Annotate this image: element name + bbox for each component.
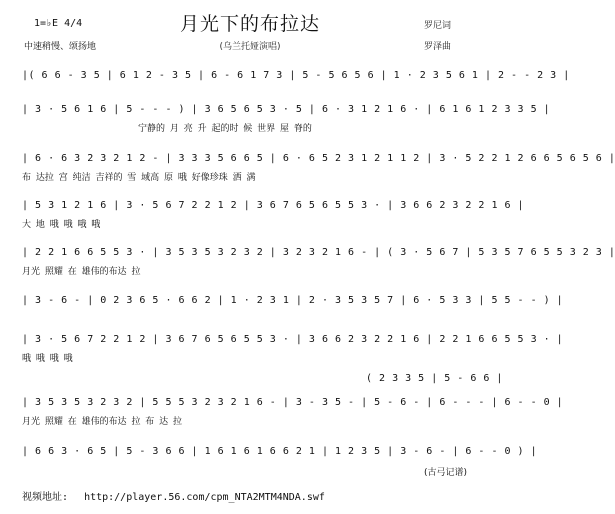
lyrics-line-9: 月光 照耀 在 雄伟的布达 拉 布 达 拉 (22, 417, 183, 427)
lyrics-line-4: 大 地 哦 哦 哦 哦 (22, 220, 101, 230)
notation-line-2: | 3 · 5 6 1 6 | 5 - - - ) | 3 6 5 6 5 3 · 5 | 6 · 3 1 2 1 6 · | 6 1 6 1 2 3 3 5 | (22, 104, 551, 115)
lyrics-line-7: 哦 哦 哦 哦 (22, 354, 73, 364)
transcriber-credit: (古弓记谱) (424, 468, 468, 478)
video-label: 视频地址: (22, 492, 69, 503)
composer-credit: 罗泽曲 (424, 42, 452, 52)
notation-line-6: | 3 - 6 - | 0 2 3 6 5 · 6 6 2 | 1 · 2 3 1 | 2 · 3 5 3 5 7 | 6 · 5 3 3 | 5 5 - - ) | (22, 295, 564, 306)
lyricist-credit: 罗尼词 (424, 21, 452, 31)
notation-line-8: ( 2 3 3 5 | 5 - 6 6 | (366, 373, 503, 384)
lyrics-line-5: 月光 照耀 在 雄伟的布达 拉 (22, 267, 141, 277)
notation-line-3: | 6 · 6 3 2 3 2 1 2 - | 3 3 3 5 6 6 5 | 6 · 6 5 2 3 1 2 1 1 2 | 3 · 5 2 2 1 2 6 6 5 6 5 6 | (22, 153, 615, 164)
lyrics-line-2: 宁静的 月 亮 升 起的时 候 世界 屋 脊的 (138, 124, 312, 134)
song-title: 月光下的布拉达 (179, 13, 320, 35)
notation-line-10: | 6 6 3 · 6 5 | 5 - 3 6 6 | 1 6 1 6 1 6 6 2 1 | 1 2 3 5 | 3 - 6 - | 6 - - 0 ) | (22, 446, 538, 457)
video-url-link[interactable]: http://player.56.com/cpm_NTA2MTM4NDA.swf (84, 492, 325, 503)
tempo-marking: 中速稍慢、颂扬地 (24, 42, 97, 52)
video-link-row (22, 488, 325, 503)
lyrics-line-3: 布 达拉 宫 纯洁 吉祥的 雪 域高 原 哦 好像珍珠 洒 满 (22, 173, 256, 183)
key-signature: 1=♭E 4/4 (34, 18, 83, 29)
performer-note: (乌兰托娅演唱) (219, 42, 281, 52)
notation-line-7: | 3 · 5 6 7 2 2 1 2 | 3 6 7 6 5 6 5 5 3 · | 3 6 6 2 3 2 2 1 6 | 2 2 1 6 6 5 5 3 · | (22, 334, 564, 345)
notation-line-4: | 5 3 1 2 1 6 | 3 · 5 6 7 2 2 1 2 | 3 6 7 6 5 6 5 5 3 · | 3 6 6 2 3 2 2 1 6 | (22, 200, 525, 211)
notation-line-1: |( 6 6 - 3 5 | 6 1 2 - 3 5 | 6 - 6 1 7 3 | 5 - 5 6 5 6 | 1 · 2 3 5 6 1 | 2 - - 2 3 | (22, 70, 570, 81)
notation-line-5: | 2 2 1 6 6 5 5 3 · | 3 5 3 5 3 2 3 2 | 3 2 3 2 1 6 - | ( 3 · 5 6 7 | 5 3 5 7 6 5 5 3 2 3 | (22, 247, 615, 258)
notation-line-9: | 3 5 3 5 3 2 3 2 | 5 5 5 3 2 3 2 1 6 - | 3 - 3 5 - | 5 - 6 - | 6 - - - | 6 - - 0 | (22, 397, 564, 408)
